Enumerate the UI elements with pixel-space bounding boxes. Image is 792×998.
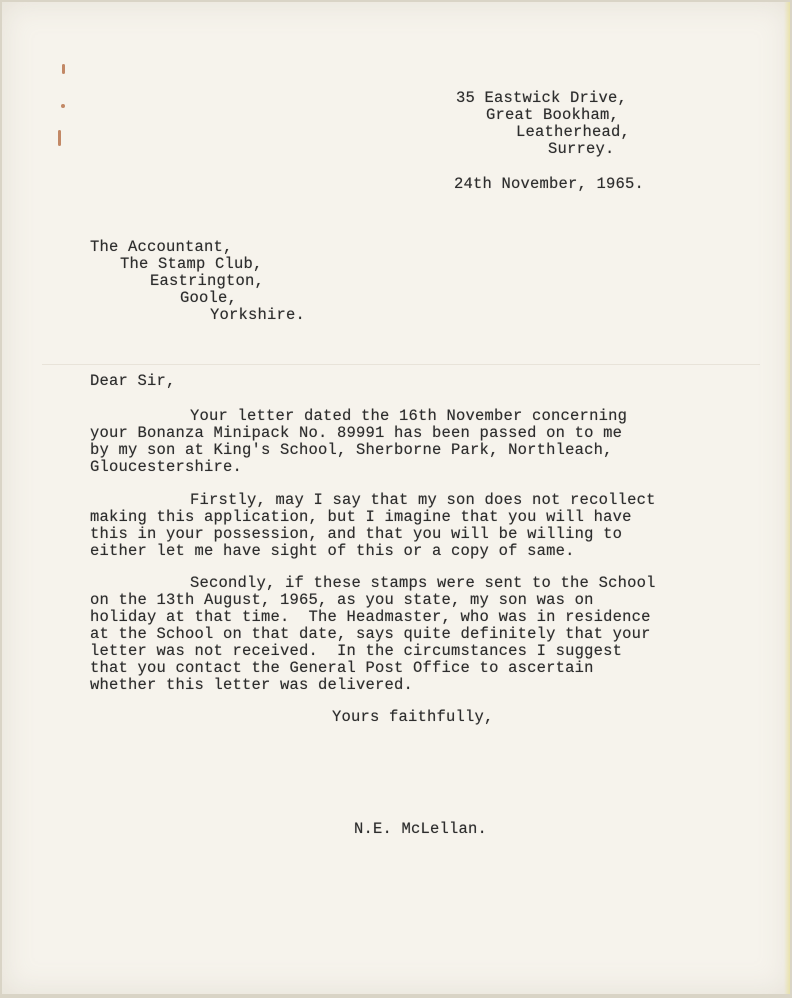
- sender-address-line: Leatherhead,: [516, 123, 631, 141]
- paragraph-line: letter was not received. In the circumstances I suggest: [90, 642, 623, 660]
- paragraph-line: this in your possession, and that you will be willing to: [90, 525, 623, 543]
- sender-address-line: 35 Eastwick Drive,: [456, 89, 628, 107]
- body-paragraph-2: [90, 492, 656, 560]
- rust-mark: [61, 104, 65, 108]
- paper-edge: [784, 2, 790, 994]
- signature-name: N.E. McLellan.: [354, 820, 488, 838]
- paper-fold: [42, 364, 760, 365]
- body-paragraph-3: [90, 575, 656, 694]
- paragraph-line: Firstly, may I say that my son does not recollect: [190, 491, 656, 509]
- letter-date: 24th November, 1965.: [454, 175, 645, 193]
- rust-mark: [58, 130, 61, 146]
- paragraph-line: either let me have sight of this or a copy of same.: [90, 542, 575, 560]
- paragraph-line: whether this letter was delivered.: [90, 676, 414, 694]
- recipient-line: Eastrington,: [150, 272, 265, 290]
- sender-address-line: Surrey.: [548, 140, 615, 158]
- paragraph-line: that you contact the General Post Office to ascertain: [90, 659, 594, 677]
- paragraph-line: on the 13th August, 1965, as you state, my son was on: [90, 591, 594, 609]
- paragraph-line: by my son at King's School, Sherborne Park, Northleach,: [90, 441, 613, 459]
- closing: Yours faithfully,: [332, 708, 494, 726]
- paragraph-line: your Bonanza Minipack No. 89991 has been passed on to me: [90, 424, 623, 442]
- letter-page: [2, 2, 790, 994]
- paragraph-line: Gloucestershire.: [90, 458, 243, 476]
- rust-mark: [62, 64, 65, 74]
- recipient-line: Goole,: [180, 289, 238, 307]
- salutation: Dear Sir,: [90, 372, 176, 390]
- paragraph-line: making this application, but I imagine that you will have: [90, 508, 632, 526]
- paragraph-line: at the School on that date, says quite definitely that your: [90, 625, 651, 643]
- recipient-line: The Accountant,: [90, 238, 233, 256]
- recipient-line: The Stamp Club,: [120, 255, 263, 273]
- body-paragraph-1: [90, 408, 627, 476]
- paragraph-line: Secondly, if these stamps were sent to the School: [190, 574, 656, 592]
- paragraph-line: holiday at that time. The Headmaster, who was in residence: [90, 608, 651, 626]
- sender-address-line: Great Bookham,: [486, 106, 620, 124]
- recipient-line: Yorkshire.: [210, 306, 306, 324]
- paragraph-line: Your letter dated the 16th November concerning: [190, 407, 628, 425]
